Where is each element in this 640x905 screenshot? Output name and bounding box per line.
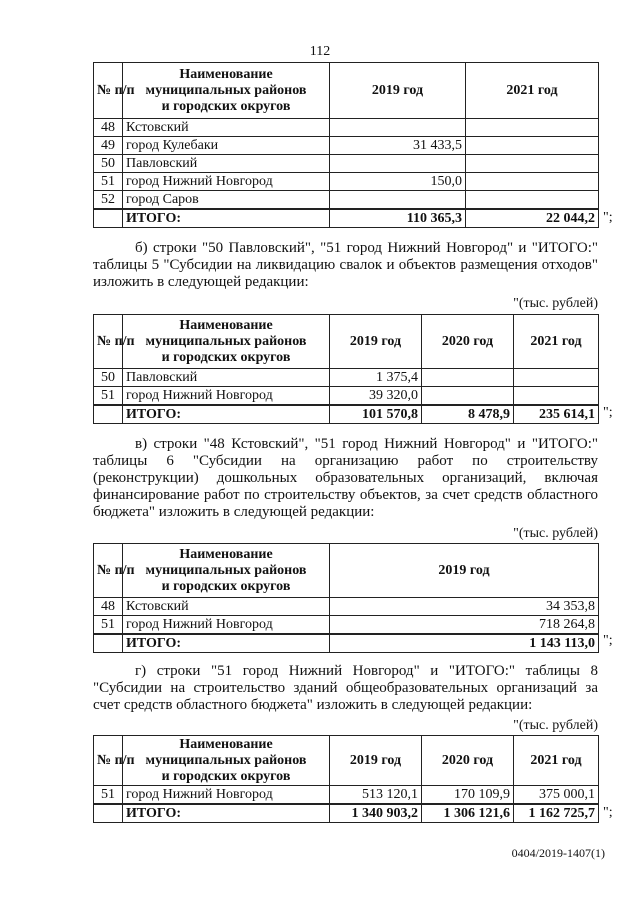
total-row: ИТОГО: 101 570,8 8 478,9 235 614,1 — [94, 405, 599, 424]
table-row: 48 Кстовский — [94, 119, 599, 137]
table-row: 51 город Нижний Новгород 513 120,1 170 109,9 375 000,1 — [94, 786, 599, 805]
paragraph-g: г) строки "51 город Нижний Новгород" и "ИТОГО:" таблицы 8 "Субсидии на строительство зданий общеобразовательных организаций за счет средств областного бюджета" изложить в следующей редакции: — [93, 663, 598, 713]
document-code: 0404/2019-1407(1) — [511, 846, 605, 860]
table-row: 50 Павловский — [94, 155, 599, 173]
table-3: № п/п Наименование муниципальных районов и городских округов 2019 год 48 Кстовский 34 353,8 51 город Нижний Новгород 718 264,8 ИТОГО: 1 143 113,0 — [93, 543, 599, 653]
total-row: ИТОГО: 1 340 903,2 1 306 121,6 1 162 725,7 — [94, 804, 599, 823]
paragraph-v: в) строки "48 Кстовский", "51 город Нижний Новгород" и "ИТОГО:" таблицы 6 "Субсидии на организацию работ по строительству (реконструкции) дошкольных образовательных организаций, включая финансирование работ по строительству объектов, за счет средств областного бюджета" изложить в следующей редакции: — [93, 436, 598, 520]
col-name-header: Наименование муниципальных районов и городских округов — [123, 63, 330, 119]
table-1 — [93, 62, 599, 228]
closing-quote: "; — [603, 210, 613, 225]
total-row: ИТОГО: 110 365,3 22 044,2 — [94, 209, 599, 228]
table-2: № п/п Наименование муниципальных районов и городских округов 2019 год 2020 год 2021 год 50 Павловский 1 375,4 51 город Нижний Новгород 39 320,0 ИТОГО: 101 570,8 8 478,9 235 614,1 — [93, 314, 599, 424]
table-row: 51 город Нижний Новгород 718 264,8 — [94, 616, 599, 635]
table-row: 50 Павловский 1 375,4 — [94, 369, 599, 387]
table-row: 51 город Нижний Новгород 150,0 — [94, 173, 599, 191]
table-row: 49 город Кулебаки 31 433,5 — [94, 137, 599, 155]
col-2021-header: 2021 год — [466, 63, 599, 119]
table-4: № п/п Наименование муниципальных районов и городских округов 2019 год 2020 год 2021 год 51 город Нижний Новгород 513 120,1 170 109,9 375 000,1 ИТОГО: 1 340 903,2 1 306 121,6 1 162 725,7 — [93, 735, 599, 823]
total-row: ИТОГО: 1 143 113,0 — [94, 634, 599, 653]
unit-label: "(тыс. рублей) — [513, 296, 598, 311]
col-num-header: № п/п — [94, 63, 123, 119]
paragraph-b: б) строки "50 Павловский", "51 город Нижний Новгород" и "ИТОГО:" таблицы 5 "Субсидии на ликвидацию свалок и объектов размещения отходов" изложить в следующей редакции: — [93, 240, 598, 290]
table-row: 52 город Саров — [94, 191, 599, 210]
table-row: 51 город Нижний Новгород 39 320,0 — [94, 387, 599, 406]
col-2019-header: 2019 год — [330, 63, 466, 119]
page-number: 112 — [309, 44, 331, 59]
table-row: 48 Кстовский 34 353,8 — [94, 598, 599, 616]
